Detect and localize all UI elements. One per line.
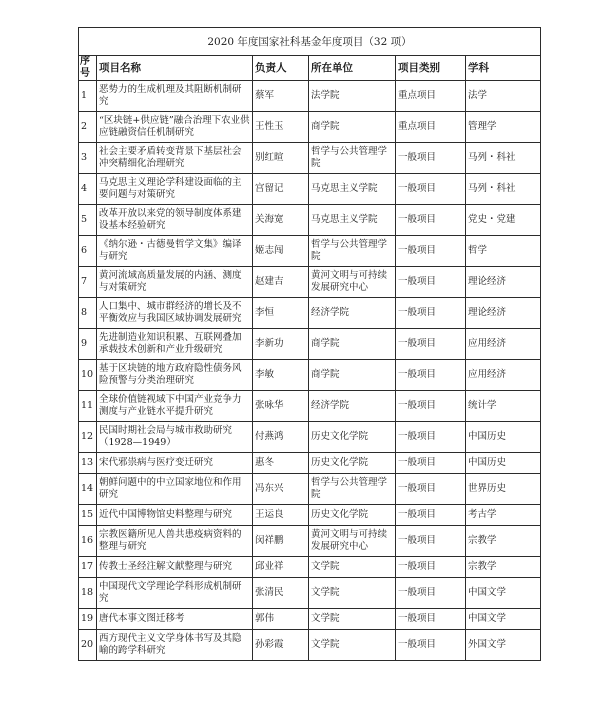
cell-no: 19: [79, 609, 97, 630]
cell-no: 9: [79, 329, 97, 360]
cell-unit: 文学院: [309, 557, 396, 578]
cell-no: 12: [79, 422, 97, 453]
table-row: [79, 81, 541, 112]
cell-unit: 哲学与公共管理学院: [309, 143, 396, 174]
cell-project-name: “区块链+供应链”融合治理下农业供应链融资信任机制研究: [97, 112, 253, 143]
cell-category: 一般项目: [396, 267, 466, 298]
cell-no: 8: [79, 298, 97, 329]
cell-leader: 宫留记: [253, 174, 309, 205]
cell-subject: 管理学: [466, 112, 541, 143]
cell-unit: 商学院: [309, 360, 396, 391]
cell-category: 一般项目: [396, 236, 466, 267]
cell-category: 重点项目: [396, 112, 466, 143]
cell-no: 15: [79, 505, 97, 526]
cell-category: 一般项目: [396, 205, 466, 236]
cell-leader: 闵祥鹏: [253, 526, 309, 557]
cell-project-name: 西方现代主义文学身体书写及其隐喻的跨学科研究: [97, 630, 253, 661]
cell-leader: 关海宽: [253, 205, 309, 236]
cell-category: 一般项目: [396, 526, 466, 557]
cell-project-name: 传教士圣经注解文献整理与研究: [97, 557, 253, 578]
cell-subject: 马列・科社: [466, 143, 541, 174]
cell-no: 14: [79, 474, 97, 505]
cell-no: 6: [79, 236, 97, 267]
cell-subject: 理论经济: [466, 267, 541, 298]
table-row: [79, 474, 541, 505]
cell-no: 7: [79, 267, 97, 298]
cell-category: 重点项目: [396, 81, 466, 112]
cell-unit: 历史文化学院: [309, 422, 396, 453]
cell-unit: 黄河文明与可持续发展研究中心: [309, 526, 396, 557]
cell-category: 一般项目: [396, 422, 466, 453]
cell-category: 一般项目: [396, 453, 466, 474]
table-row: [79, 422, 541, 453]
cell-unit: 历史文化学院: [309, 453, 396, 474]
cell-project-name: 改革开放以来党的领导制度体系建设基本经验研究: [97, 205, 253, 236]
cell-unit: 哲学与公共管理学院: [309, 236, 396, 267]
cell-unit: 历史文化学院: [309, 505, 396, 526]
header-category: 项目类别: [396, 56, 466, 81]
cell-project-name: 黄河流域高质量发展的内涵、测度与对策研究: [97, 267, 253, 298]
cell-project-name: 恶势力的生成机理及其阻断机制研究: [97, 81, 253, 112]
header-row: [79, 56, 541, 81]
cell-project-name: 基于区块链的地方政府隐性债务风险预警与分类治理研究: [97, 360, 253, 391]
cell-category: 一般项目: [396, 630, 466, 661]
cell-subject: 外国文学: [466, 630, 541, 661]
table-body: [79, 81, 541, 661]
cell-subject: 应用经济: [466, 329, 541, 360]
cell-category: 一般项目: [396, 143, 466, 174]
table-row: [79, 453, 541, 474]
cell-leader: 李恒: [253, 298, 309, 329]
cell-project-name: 朝鲜问题中的中立国家地位和作用研究: [97, 474, 253, 505]
cell-unit: 经济学院: [309, 298, 396, 329]
cell-leader: 惠冬: [253, 453, 309, 474]
cell-no: 11: [79, 391, 97, 422]
cell-no: 17: [79, 557, 97, 578]
table-row: [79, 329, 541, 360]
cell-leader: 孙彩霞: [253, 630, 309, 661]
table-row: [79, 143, 541, 174]
cell-subject: 中国文学: [466, 609, 541, 630]
cell-leader: 别红暄: [253, 143, 309, 174]
table-row: [79, 609, 541, 630]
cell-leader: 郭伟: [253, 609, 309, 630]
table-row: [79, 391, 541, 422]
cell-subject: 中国历史: [466, 453, 541, 474]
cell-unit: 马克思主义学院: [309, 205, 396, 236]
header-subject: 学科: [466, 56, 541, 81]
cell-leader: 姬志闯: [253, 236, 309, 267]
cell-no: 2: [79, 112, 97, 143]
cell-no: 18: [79, 578, 97, 609]
cell-category: 一般项目: [396, 557, 466, 578]
cell-unit: 文学院: [309, 609, 396, 630]
header-leader: 负责人: [253, 56, 309, 81]
cell-leader: 王性玉: [253, 112, 309, 143]
table-row: [79, 630, 541, 661]
cell-subject: 应用经济: [466, 360, 541, 391]
cell-leader: 王运良: [253, 505, 309, 526]
cell-leader: 邱业祥: [253, 557, 309, 578]
cell-no: 10: [79, 360, 97, 391]
table-row: [79, 557, 541, 578]
cell-leader: 李敏: [253, 360, 309, 391]
table-row: [79, 298, 541, 329]
table-row: [79, 526, 541, 557]
cell-unit: 马克思主义学院: [309, 174, 396, 205]
cell-project-name: 唐代本事文图迁移考: [97, 609, 253, 630]
cell-category: 一般项目: [396, 360, 466, 391]
cell-subject: 法学: [466, 81, 541, 112]
cell-unit: 文学院: [309, 630, 396, 661]
cell-leader: 冯东兴: [253, 474, 309, 505]
cell-subject: 宗教学: [466, 526, 541, 557]
cell-subject: 党史・党建: [466, 205, 541, 236]
cell-unit: 哲学与公共管理学院: [309, 474, 396, 505]
cell-unit: 黄河文明与可持续发展研究中心: [309, 267, 396, 298]
table-row: [79, 578, 541, 609]
cell-subject: 哲学: [466, 236, 541, 267]
cell-subject: 理论经济: [466, 298, 541, 329]
cell-subject: 马列・科社: [466, 174, 541, 205]
cell-subject: 宗教学: [466, 557, 541, 578]
cell-no: 13: [79, 453, 97, 474]
cell-no: 20: [79, 630, 97, 661]
cell-no: 3: [79, 143, 97, 174]
cell-subject: 中国文学: [466, 578, 541, 609]
cell-subject: 考古学: [466, 505, 541, 526]
cell-project-name: 全球价值链视域下中国产业竞争力测度与产业链水平提升研究: [97, 391, 253, 422]
cell-project-name: 中国现代文学理论学科形成机制研究: [97, 578, 253, 609]
cell-no: 4: [79, 174, 97, 205]
cell-project-name: 宗教医籍所见人兽共患疫病资料的整理与研究: [97, 526, 253, 557]
cell-project-name: 社会主要矛盾转变背景下基层社会冲突精细化治理研究: [97, 143, 253, 174]
header-no: 序号: [79, 56, 97, 81]
project-table: [78, 27, 541, 661]
cell-subject: 世界历史: [466, 474, 541, 505]
cell-project-name: 民国时期社会局与城市救助研究（1928—1949）: [97, 422, 253, 453]
cell-category: 一般项目: [396, 474, 466, 505]
cell-no: 16: [79, 526, 97, 557]
cell-project-name: 先进制造业知识积累、互联网叠加承载技术创新和产业升级研究: [97, 329, 253, 360]
cell-unit: 商学院: [309, 329, 396, 360]
cell-subject: 统计学: [466, 391, 541, 422]
cell-leader: 李新功: [253, 329, 309, 360]
header-name: 项目名称: [97, 56, 253, 81]
table-row: [79, 505, 541, 526]
cell-category: 一般项目: [396, 174, 466, 205]
cell-leader: 张清民: [253, 578, 309, 609]
cell-category: 一般项目: [396, 298, 466, 329]
table-row: [79, 360, 541, 391]
cell-unit: 经济学院: [309, 391, 396, 422]
cell-category: 一般项目: [396, 391, 466, 422]
cell-category: 一般项目: [396, 578, 466, 609]
cell-leader: 张咏华: [253, 391, 309, 422]
cell-no: 1: [79, 81, 97, 112]
cell-project-name: 近代中国博物馆史料整理与研究: [97, 505, 253, 526]
cell-project-name: 《纳尔逊・古德曼哲学文集》编译与研究: [97, 236, 253, 267]
table-row: [79, 267, 541, 298]
cell-leader: 付燕鸿: [253, 422, 309, 453]
table-title: 2020 年度国家社科基金年度项目（32 项）: [79, 28, 541, 56]
cell-unit: 文学院: [309, 578, 396, 609]
project-list-sheet: [78, 27, 540, 661]
table-row: [79, 236, 541, 267]
cell-category: 一般项目: [396, 505, 466, 526]
table-row: [79, 205, 541, 236]
table-row: [79, 174, 541, 205]
cell-category: 一般项目: [396, 329, 466, 360]
cell-project-name: 人口集中、城市群经济的增长及不平衡效应与我国区域协调发展研究: [97, 298, 253, 329]
cell-unit: 法学院: [309, 81, 396, 112]
cell-leader: 蔡军: [253, 81, 309, 112]
cell-subject: 中国历史: [466, 422, 541, 453]
cell-unit: 商学院: [309, 112, 396, 143]
cell-leader: 赵建吉: [253, 267, 309, 298]
cell-category: 一般项目: [396, 609, 466, 630]
header-unit: 所在单位: [309, 56, 396, 81]
cell-project-name: 宋代邪祟病与医疗变迁研究: [97, 453, 253, 474]
cell-no: 5: [79, 205, 97, 236]
cell-project-name: 马克思主义理论学科建设面临的主要问题与对策研究: [97, 174, 253, 205]
table-row: [79, 112, 541, 143]
